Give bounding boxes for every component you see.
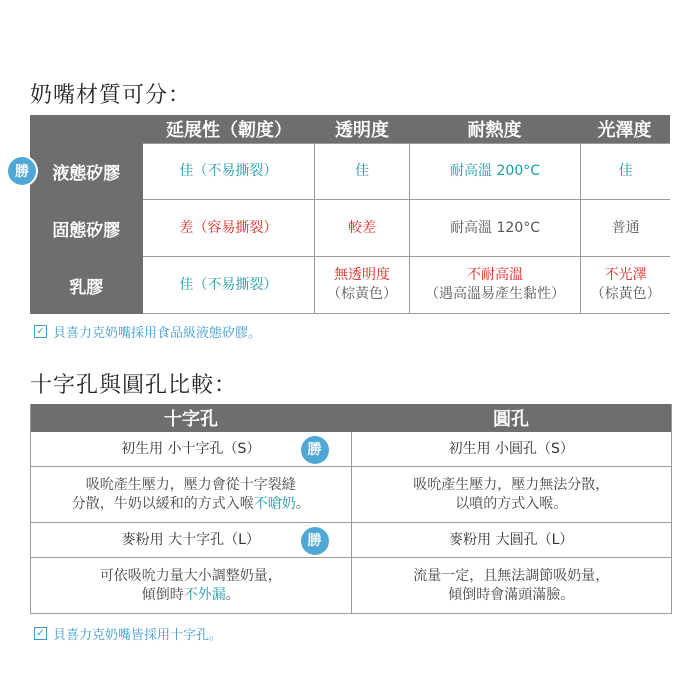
header-transparency: 透明度 [335,120,389,141]
cell-round-large: 麥粉用 大圓孔（L） [449,531,574,548]
header-gloss: 光澤度 [597,120,652,141]
cell-heat: 耐高溫 200°C [410,143,581,200]
checkbox-icon: ✓ [34,325,47,338]
row-newborn [31,432,671,467]
cell-heat [410,257,581,314]
desc-line: 吸吮產生壓力，壓力會從十字裂縫 [85,476,296,493]
desc-line [72,495,310,514]
cell-cross-small [31,432,352,466]
desc-text: 傾倒時 [141,586,184,603]
material-table [15,115,670,314]
row-latex [30,257,670,314]
note-material [34,322,261,341]
desc-highlight: 不外漏 [183,586,226,603]
header-round-hole: 圓孔 [493,409,529,430]
desc-line: 傾倒時會滿頭滿臉。 [448,586,575,603]
hole-table-header [31,404,671,432]
desc-text: 。 [295,495,310,512]
row-label: 固態矽膠 [30,200,143,257]
cell-label: 麥粉用 大十字孔（L） [121,531,260,548]
desc-text: 。 [225,586,240,603]
desc-line: 流量一定，且無法調節吸奶量， [413,567,610,584]
winner-badge: 勝 [8,157,36,185]
cell-round-small-desc [352,467,672,522]
row-cereal-desc [31,558,671,614]
note-text: 貝喜力克奶嘴皆採用十字孔。 [53,628,223,643]
section-title-hole-comparison: 十字孔與圓孔比較： [30,373,238,398]
section-title-material: 奶嘴材質可分： [30,83,192,108]
cell-cross-large [31,523,352,557]
header-heat-resistance: 耐熱度 [467,120,522,141]
desc-line: 以噴的方式入喉。 [455,495,568,512]
winner-badge: 勝 [301,527,329,555]
hole-comparison-table [30,404,672,614]
cell-gloss [581,257,670,314]
header-corner [30,115,143,143]
header-cross-hole: 十字孔 [164,409,218,430]
cell-cross-small-desc [31,467,352,522]
desc-highlight: 不嗆奶 [253,495,296,512]
cell-heat: 耐高溫 120°C [410,200,581,257]
cell-round-small: 初生用 小圓孔（S） [448,440,574,457]
row-label [15,143,143,200]
desc-text: 分散，牛奶以緩和的方式入喉 [71,495,254,512]
note-hole [34,624,222,643]
row-label: 乳膠 [30,257,143,314]
cell-main: 不光澤 [604,267,647,283]
cell-label: 初生用 小十字孔（S） [121,440,261,457]
desc-line: 可依吸吮力量大小調整奶量， [99,567,282,584]
cell-sub: （遇高溫易產生黏性） [425,286,566,302]
desc-line: 吸吮產生壓力，壓力無法分散， [413,476,610,493]
note-text: 貝喜力克奶嘴採用食品級液態矽膠。 [53,326,262,341]
winner-badge: 勝 [301,436,329,464]
cell-sub: （棕黃色） [326,286,397,302]
row-newborn-desc [31,467,671,523]
cell-elasticity: 佳（不易撕裂） [143,257,315,314]
checkbox-icon: ✓ [34,627,47,640]
cell-gloss: 普通 [581,200,670,257]
cell-round-large-desc [352,558,672,613]
material-table-header [30,115,670,143]
cell-elasticity: 佳（不易撕裂） [143,143,315,200]
header-elasticity: 延展性（韌度） [166,120,292,141]
cell-transparency: 佳 [315,143,410,200]
row-liquid-silicone [15,143,670,200]
material-name: 液態矽膠 [52,164,121,184]
desc-line [142,586,240,605]
row-cereal [31,523,671,558]
row-solid-silicone [30,200,670,257]
cell-transparency: 較差 [315,200,410,257]
cell-main: 無透明度 [333,267,390,283]
cell-main: 不耐高溫 [467,267,524,283]
cell-sub: （棕黃色） [590,286,661,302]
cell-elasticity: 差（容易撕裂） [143,200,315,257]
cell-gloss: 佳 [581,143,670,200]
cell-transparency [315,257,410,314]
cell-cross-large-desc [31,558,352,613]
